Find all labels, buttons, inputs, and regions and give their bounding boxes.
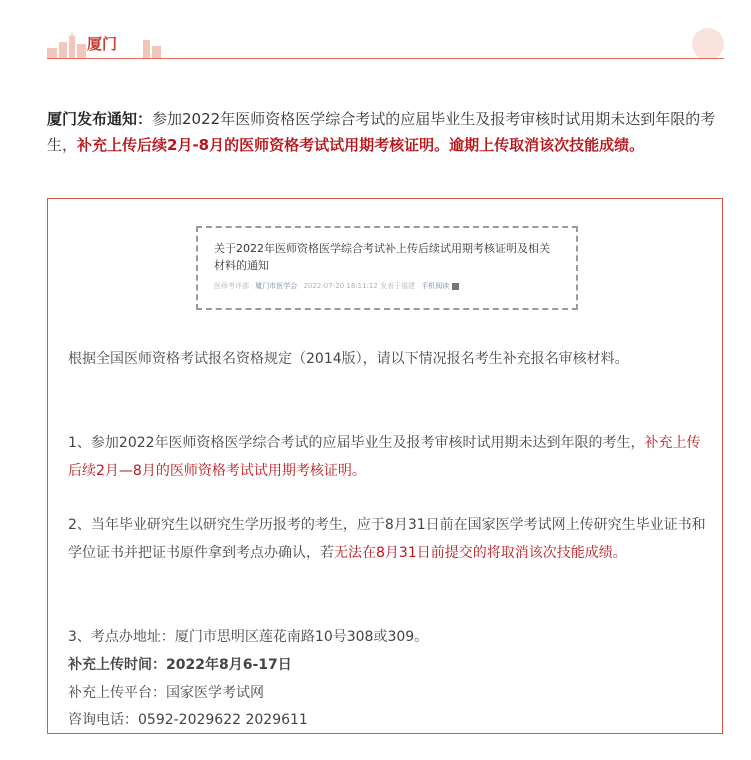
body-item-3: 3、考点办地址：厦门市思明区莲花南路10号308或309。: [68, 629, 429, 645]
section-header: [47, 24, 724, 59]
qr-code-icon[interactable]: [452, 283, 459, 290]
header-title: 厦门: [87, 35, 118, 53]
intro-lead: 厦门发布通知：: [47, 110, 153, 128]
article-author: 医师考评部: [214, 282, 249, 290]
item-1-text: 1、参加2022年医师资格医学综合考试的应届毕业生及报考审核时试用期未达到年限的考生，: [68, 435, 645, 451]
article-card-title[interactable]: 关于2022年医师资格医学综合考试补上传后续试用期考核证明及相关材料的通知: [214, 242, 550, 272]
upload-time: 补充上传时间：2022年8月6-17日: [68, 657, 292, 673]
notice-box: [47, 198, 723, 734]
article-card-meta: [214, 281, 560, 291]
item-2-highlight: 无法在8月31日前提交的将取消该次技能成绩。: [334, 545, 627, 561]
article-location: 发表于福建: [380, 282, 416, 290]
article-source-link[interactable]: 厦门市医学会: [255, 282, 298, 290]
intro-text: 参加2022年医师资格医学综合考试的应届毕业生及报考审核时试用期未达到年限的考生，: [47, 110, 716, 154]
body-item-2: [68, 511, 708, 567]
body-paragraph-1: 根据全国医师资格考试报名资格规定（2014版），请以下情况报名考生补充报名审核材料。: [68, 351, 629, 367]
article-datetime: 2022-07-20 18:11:12: [303, 282, 378, 290]
body-item-1: [68, 429, 708, 485]
intro-highlight: 补充上传后续2月-8月的医师资格考试试用期考核证明。逾期上传取消该次技能成绩。: [77, 136, 645, 154]
article-card[interactable]: [196, 226, 578, 310]
consult-phone: 咨询电话：0592-2029622 2029611: [68, 712, 308, 728]
circle-decoration-icon: [690, 24, 724, 58]
item-2-text: 2、当年毕业研究生以研究生学历报考的考生，应于8月31日前在国家医学考试网上传研究生毕业证书和学位证书并把证书原件拿到考点办确认，若: [68, 517, 706, 561]
intro-paragraph: [47, 106, 727, 158]
mobile-read-link[interactable]: 手机阅读: [421, 282, 450, 290]
upload-platform: 补充上传平台：国家医学考试网: [68, 685, 264, 701]
item-1-highlight: 补充上传后续2月—8月的医师资格考试试用期考核证明。: [68, 435, 701, 479]
